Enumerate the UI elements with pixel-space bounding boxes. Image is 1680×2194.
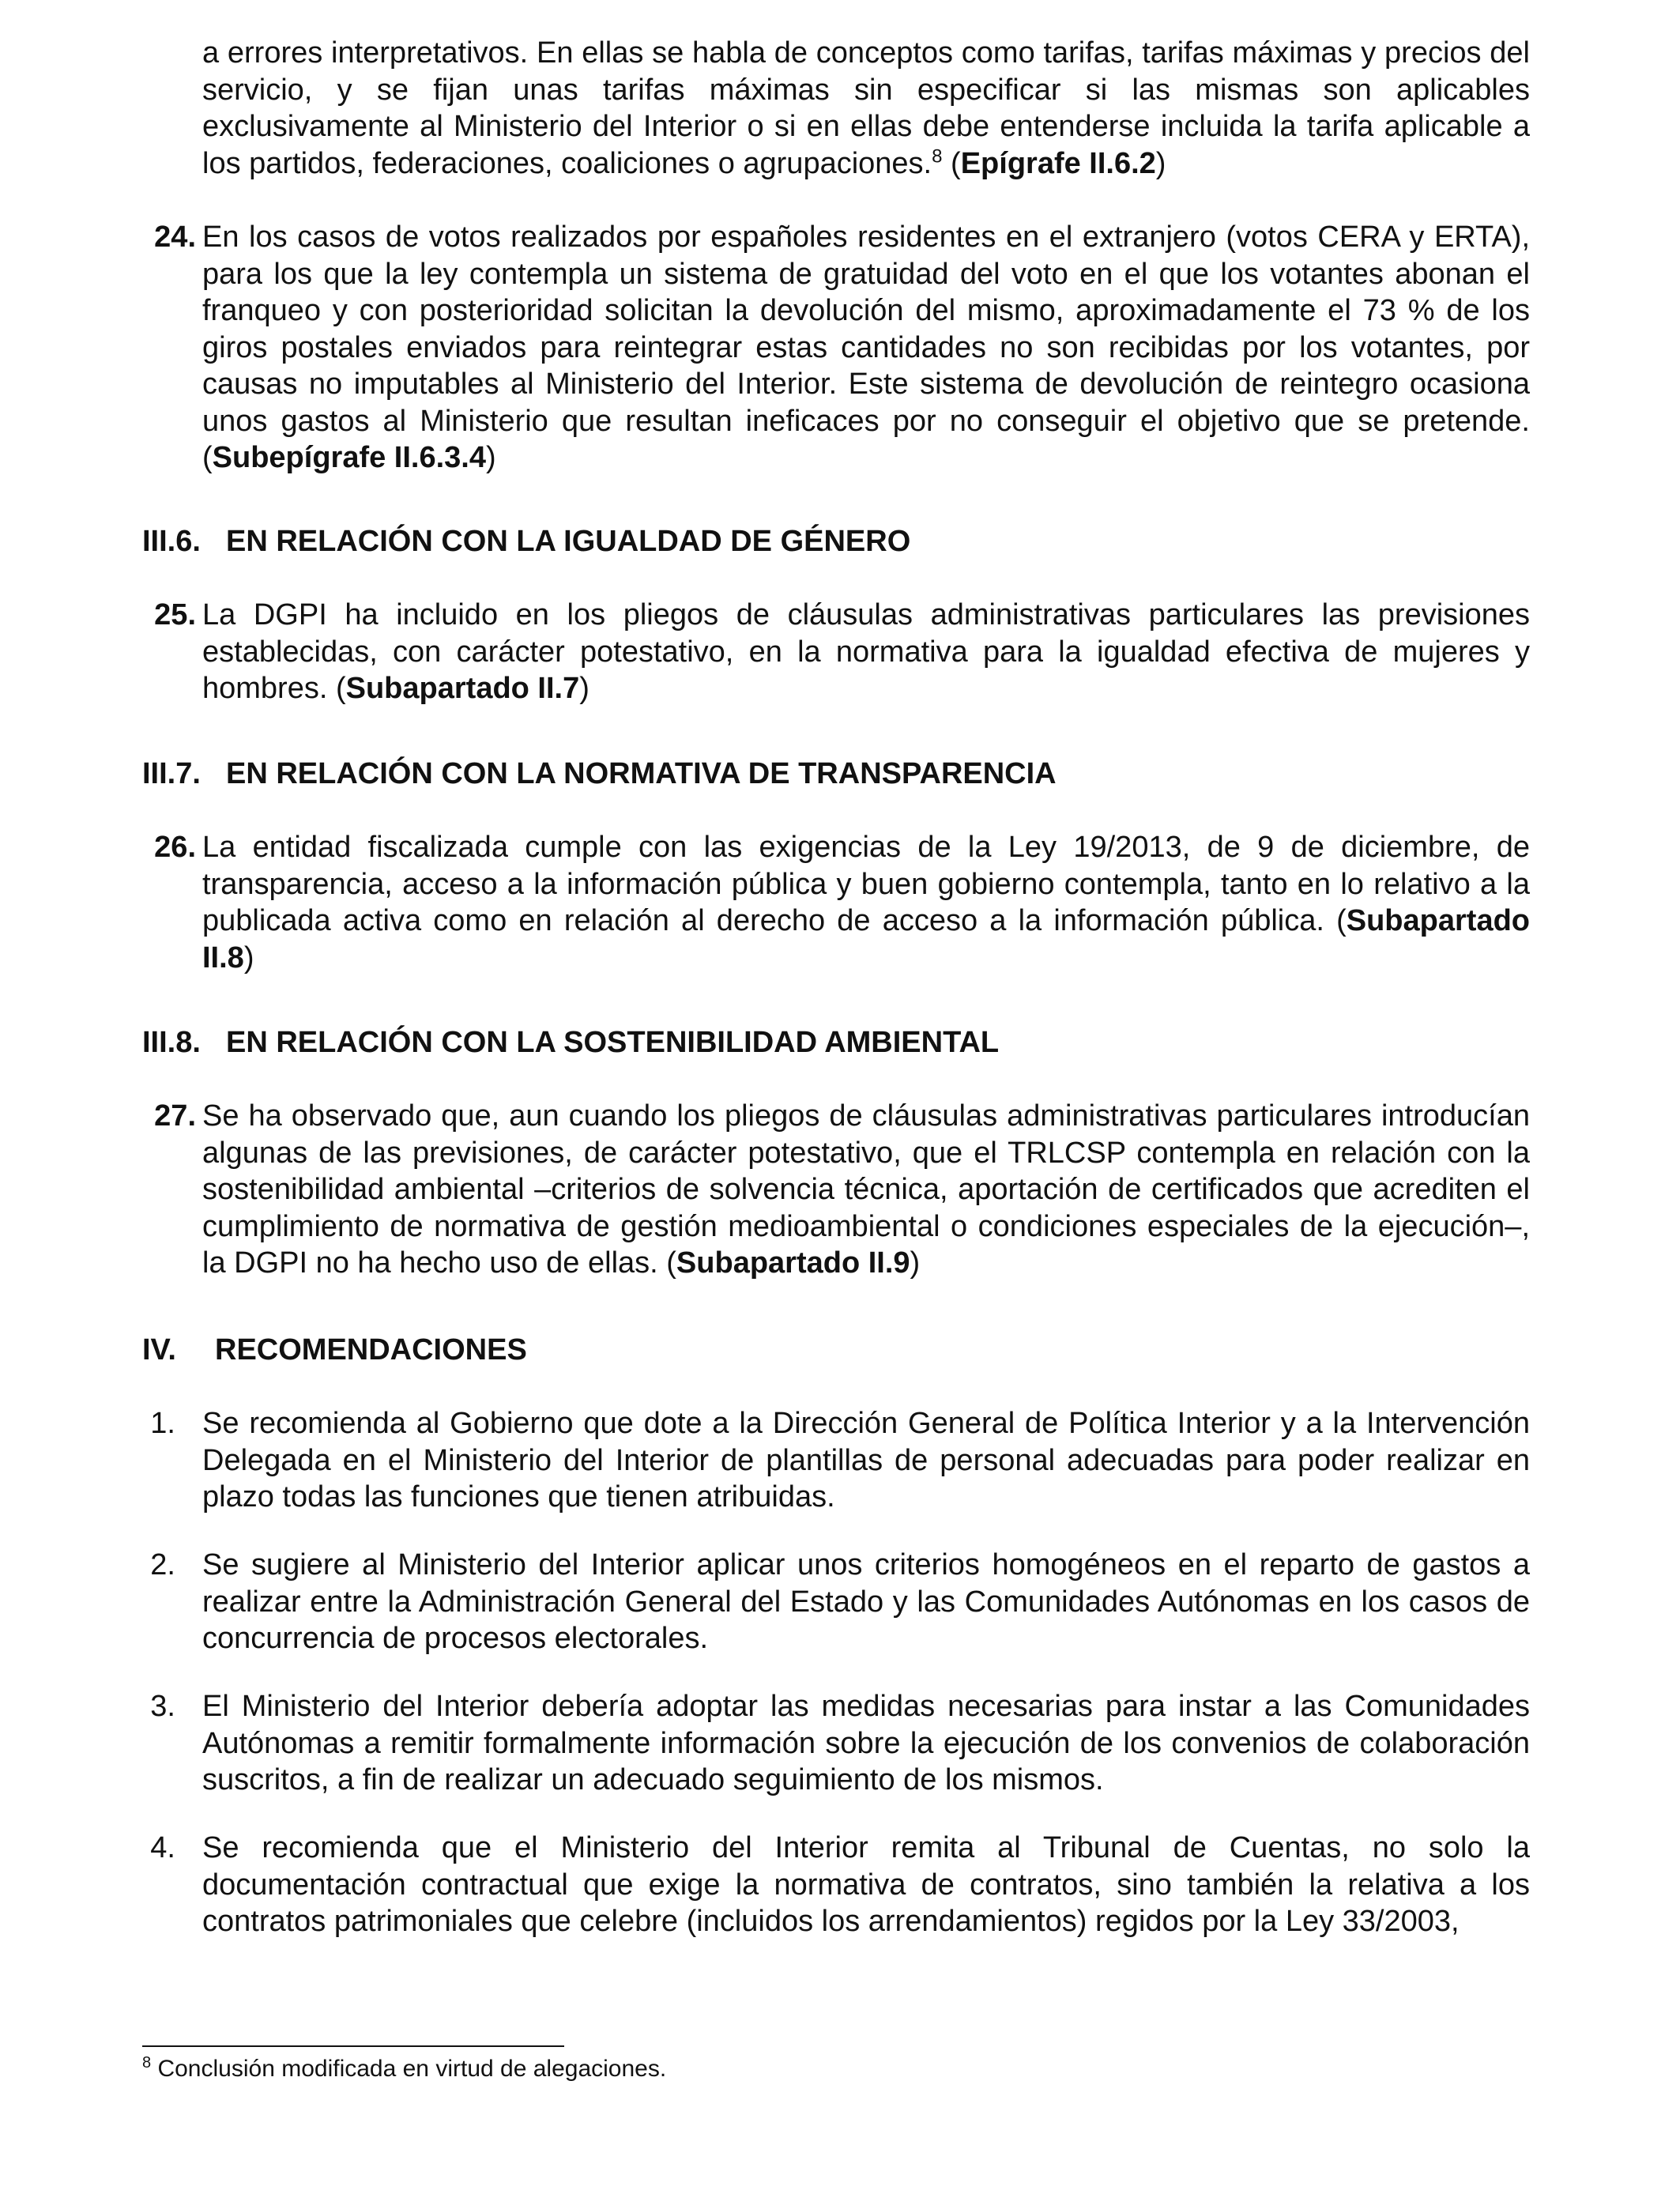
item-26-reference: Subapartado II.8 [202, 904, 1530, 974]
section-iii-7-title: EN RELACIÓN CON LA NORMATIVA DE TRANSPARENCIA [226, 757, 1057, 790]
recommendation-3-paragraph: El Ministerio del Interior debería adoptar las medidas necesarias para instar a las Comunidades Autónomas a remitir formalmente información sobre la ejecución de los convenios de colaboración suscritos, a fin de realizar un adecuado seguimiento de los mismos. [202, 1690, 1530, 1796]
footnote-text: Conclusión modificada en virtud de alegaciones. [151, 2056, 667, 2082]
recommendation-4-paragraph: Se recomienda que el Ministerio del Interior remita al Tribunal de Cuentas, no solo la documentación contractual que exige la normativa de contratos, sino también la relativa a los contratos patrimoniales que celebre (incluidos los arrendamientos) regidos por la Ley 33/2003, [202, 1831, 1530, 1938]
item-24-ref-close: ) [486, 441, 496, 474]
footnote-number: 8 [142, 2054, 152, 2071]
recommendation-2-number: 2. [150, 1548, 175, 1581]
recommendation-1-number: 1. [150, 1407, 175, 1440]
recommendation-2-paragraph: Se sugiere al Ministerio del Interior aplicar unos criterios homogéneos en el reparto de gastos a realizar entre la Administración General del Estado y las Comunidades Autónomas en los casos de concurrencia de procesos electorales. [202, 1548, 1530, 1655]
intro-paragraph [202, 35, 1530, 182]
item-24-paragraph [202, 219, 1530, 477]
item-26-ref-close: ) [243, 941, 254, 974]
item-26-number: 26. [154, 831, 196, 864]
item-24-text: En los casos de votos realizados por españoles residentes en el extranjero (votos CERA y ERTA), para los que la ley contempla un sistema de gratuidad del voto en el que los votantes abonan el franqueo y con posterioridad solicitan la devolución del mismo, aproximadamente el 73 % de los giros postales enviados para reintegrar estas cantidades no son recibidas por los votantes, por causas no imputables al Ministerio del Interior. Este sistema de devolución de reintegro ocasiona unos gastos al Ministerio que resultan ineficaces por no conseguir el objetivo que se pretende. ( [202, 221, 1530, 474]
item-27-number: 27. [154, 1099, 196, 1133]
section-iii-8-title: EN RELACIÓN CON LA SOSTENIBILIDAD AMBIENTAL [226, 1026, 1000, 1059]
footnote [142, 2055, 666, 2083]
footnote-reference[interactable]: 8 [932, 145, 943, 167]
item-26-paragraph [202, 829, 1530, 976]
footnote-separator [142, 2045, 564, 2047]
item-25-ref-close: ) [579, 672, 590, 705]
item-27-paragraph [202, 1098, 1530, 1282]
section-iii-8-heading [142, 1024, 999, 1061]
item-25-number: 25. [154, 598, 196, 631]
section-iii-8-number: III.8. [142, 1026, 201, 1059]
section-iii-6-heading [142, 523, 910, 560]
item-25-reference: Subapartado II.7 [345, 672, 580, 705]
item-26-text: La entidad fiscalizada cumple con las exigencias de la Ley 19/2013, de 9 de diciembre, de transparencia, acceso a la información pública y buen gobierno contempla, tanto en lo relativo a la publicada activa como en relación al derecho de acceso a la información pública. ( [202, 831, 1530, 937]
item-27-reference: Subapartado II.9 [676, 1246, 910, 1280]
section-iii-7-heading [142, 756, 1057, 793]
section-iv-heading [142, 1332, 527, 1369]
intro-reference: Epígrafe II.6.2 [960, 146, 1156, 180]
item-25-text: La DGPI ha incluido en los pliegos de cláusulas administrativas particulares las previsiones establecidas, con carácter potestativo, en la normativa para la igualdad efectiva de mujeres y hombres. ( [202, 598, 1530, 705]
section-iv-number: IV. [142, 1333, 176, 1367]
intro-ref-open: ( [942, 146, 961, 180]
item-24-number: 24. [154, 221, 196, 254]
item-24-reference: Subepígrafe II.6.3.4 [212, 441, 486, 474]
section-iii-6-title: EN RELACIÓN CON LA IGUALDAD DE GÉNERO [226, 525, 911, 558]
item-27-ref-close: ) [910, 1246, 921, 1280]
section-iii-7-number: III.7. [142, 757, 201, 790]
item-27-text: Se ha observado que, aun cuando los pliegos de cláusulas administrativas particulares introducían algunas de las previsiones, de carácter potestativo, que el TRLCSP contempla en relación con la sostenibilidad ambiental –criterios de solvencia técnica, aportación de certificados que acrediten el cumplimiento de normativa de gestión medioambiental o condiciones especiales de la ejecución–, la DGPI no ha hecho uso de ellas. ( [202, 1099, 1530, 1280]
intro-ref-close: ) [1155, 146, 1166, 180]
recommendation-3-number: 3. [150, 1690, 175, 1723]
recommendation-4-number: 4. [150, 1831, 175, 1864]
intro-text: a errores interpretativos. En ellas se habla de conceptos como tarifas, tarifas máximas y precios del servicio, y se fijan unas tarifas máximas sin especificar si las mismas son aplicables exclusivamente al Ministerio del Interior o si en ellas debe entenderse incluida la tarifa aplicable a los partidos, federaciones, coaliciones o agrupaciones. [202, 36, 1530, 180]
item-25-paragraph [202, 597, 1530, 707]
recommendation-1-paragraph: Se recomienda al Gobierno que dote a la Dirección General de Política Interior y a la Intervención Delegada en el Ministerio del Interior de plantillas de personal adecuadas para poder realizar en plazo todas las funciones que tienen atribuidas. [202, 1407, 1530, 1514]
section-iv-title: RECOMENDACIONES [215, 1333, 527, 1367]
section-iii-6-number: III.6. [142, 525, 201, 558]
